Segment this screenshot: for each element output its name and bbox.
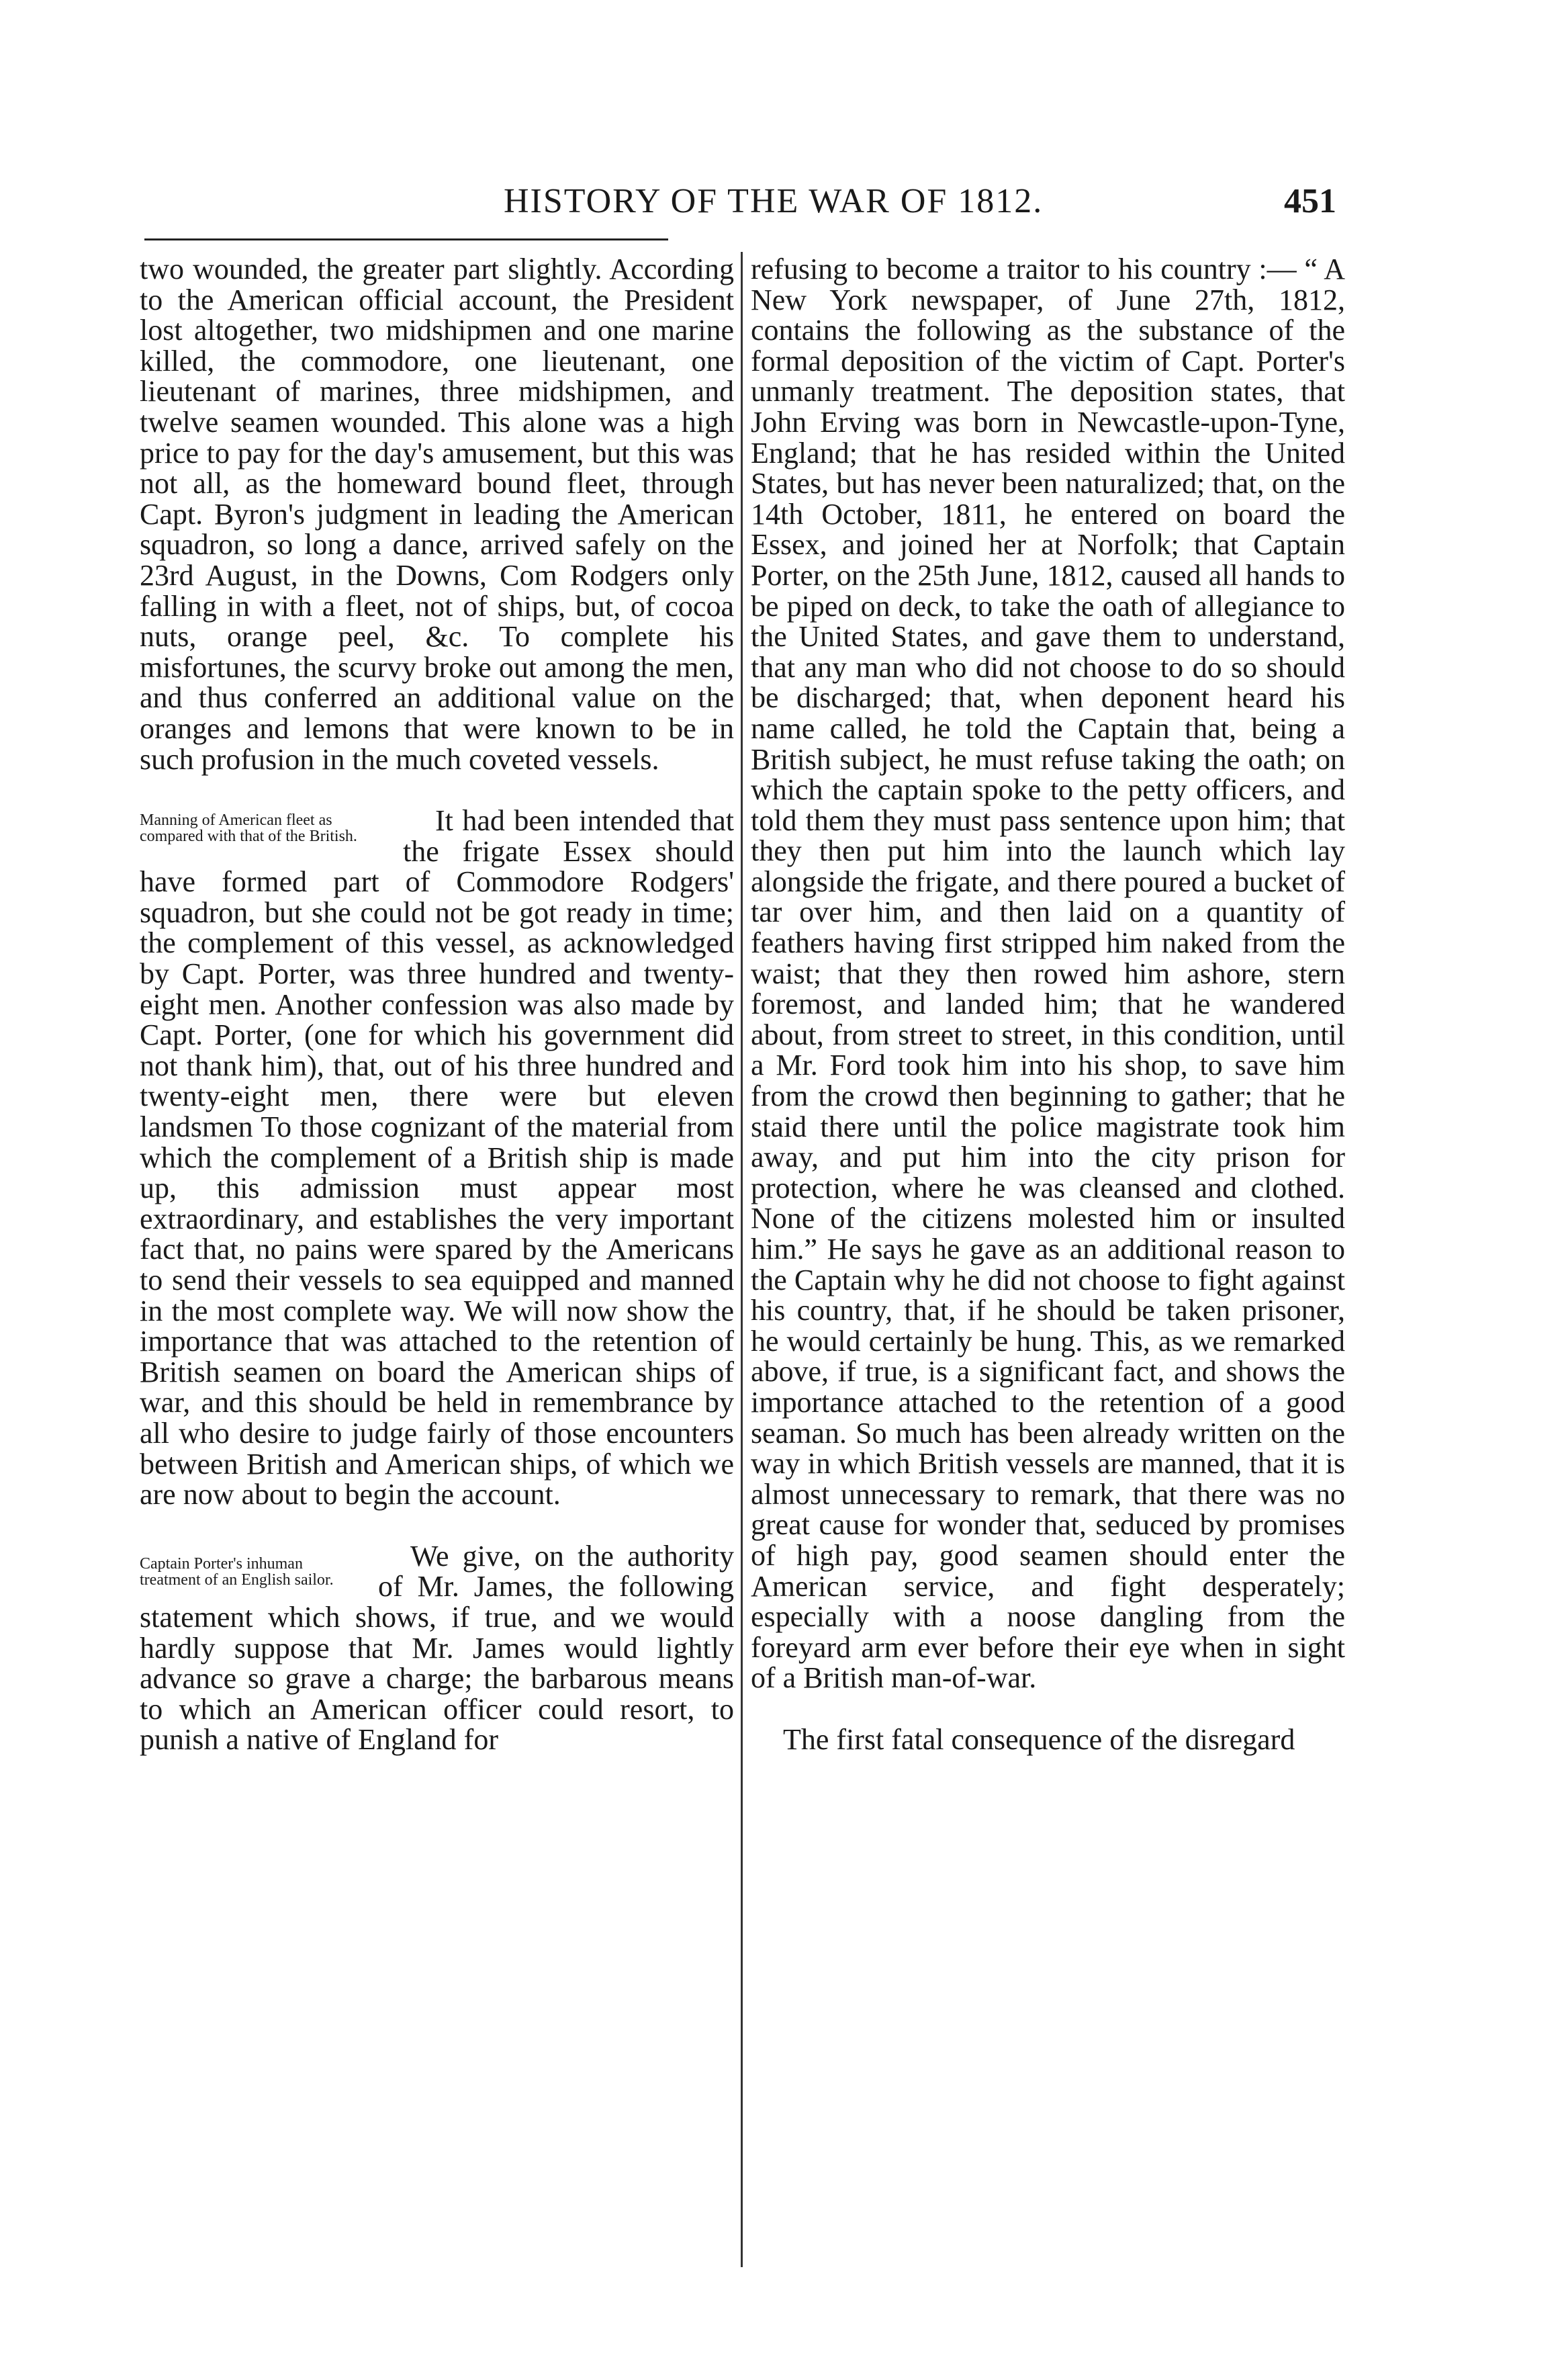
header-rule: [144, 238, 668, 240]
left-paragraph-3: [140, 1541, 734, 1755]
margin-note-porter: Captain Porter's inhuman treatment of an English sailor.: [140, 1554, 334, 1589]
left-paragraph-3-text: We give, on the authority of Mr. James, the following statement which shows, if true, and we would hardly suppose that Mr. James would lightly advance so grave a charge; the barbarous means to which an American officer could resort, to punish a native of England for: [140, 1539, 734, 1757]
left-paragraph-1: two wounded, the greater part slightly. According to the American official account, the President lost altogether, two midshipmen and one marine killed, the commodore, one lieutenant, one lieutenant of marines, three midshipmen, and twelve seamen wounded. This alone was a high price to pay for the day's amusement, but this was not all, as the homeward bound fleet, through Capt. Byron's judgment in leading the American squadron, so long a dance, arrived safely on the 23rd August, in the Downs, Com Rodgers only falling in with a fleet, not of ships, but, of cocoa nuts, orange peel, &c. To complete his misfortunes, the scurvy broke out among the men, and thus conferred an additional value on the oranges and lemons that were known to be in such profusion in the much coveted vessels.: [140, 253, 734, 776]
page-header: [128, 181, 1336, 235]
page-number: 451: [1284, 182, 1336, 220]
left-paragraph-2-text: It had been intended that the frigate Essex should have formed part of Commodore Rodgers' squadron, but she could not be got ready in time; the complement of this vessel, as acknowledged by Capt. Porter, was three hundred and twenty-eight men. Another confession was also made by Capt. Porter, (one for which his government did not thank him), that, out of his three hundred and twenty-eight men, there were but eleven landsmen To those cognizant of the material from which the complement of a British ship is made up, this admission must appear most extraordinary, and establishes the very important fact that, no pains were spared by the Americans to send their vessels to sea equipped and manned in the most complete way. We will now show the importance that was attached to the retention of British seamen on board the American ships of war, and this should be held in remembrance by all who desire to judge fairly of those encounters between British and American ships, of which we are now about to begin the account.: [140, 804, 734, 1511]
left-paragraph-2: [140, 805, 734, 1510]
right-column: [751, 254, 1345, 1755]
right-paragraph-1: refusing to become a traitor to his country :— “ A New York newspaper, of June 27th, 1812, contains the following as the substance of the formal deposition of the victim of Capt. Porter's unmanly treatment. The deposition states, that John Erving was born in Newcastle-upon-Tyne, England; that he has resided within the United States, but has never been naturalized; that, on the 14th October, 1811, he entered on board the Essex, and joined her at Norfolk; that Captain Porter, on the 25th June, 1812, caused all hands to be piped on deck, to take the oath of allegiance to the United States, and gave them to understand, that any man who did not choose to do so should be discharged; that, when deponent heard his name called, he told the Captain that, being a British subject, he must refuse taking the oath; on which the captain spoke to the petty officers, and told them they must pass sentence upon him; that they then put him into the launch which lay alongside the frigate, and there poured a bucket of tar over him, and then laid on a quantity of feathers having first stripped him naked from the waist; that they then rowed him ashore, stern foremost, and landed him; that he wandered about, from street to street, in this condition, until a Mr. Ford took him into his shop, to save him from the crowd then beginning to gather; that he staid there until the police magistrate took him away, and put him into the city prison for protection, where he was cleansed and clothed. None of the citizens molested him or insulted him.” He says he gave as an additional reason to the Captain why he did not choose to fight against his country, that, if he should be taken prisoner, he would certainly be hung. This, as we remarked above, if true, is a significant fact, and shows the importance attached to the retention of a good seaman. So much has been already written on the way in which British vessels are manned, that it is almost unnecessary to remark, that there was no great cause for wonder that, seduced by promises of high pay, good seamen should enter the American service, and fight desperately; especially with a noose dangling from the foreyard arm ever before their eye when in sight of a British man-of-war.: [751, 253, 1345, 1695]
right-paragraph-2: The first fatal consequence of the disregard: [783, 1722, 1295, 1756]
margin-note-manning: Manning of American fleet as compared with that of the British.: [140, 811, 357, 846]
column-divider: [741, 252, 743, 2267]
running-title: HISTORY OF THE WAR OF 1812.: [504, 182, 1044, 220]
left-column: [140, 254, 734, 1755]
